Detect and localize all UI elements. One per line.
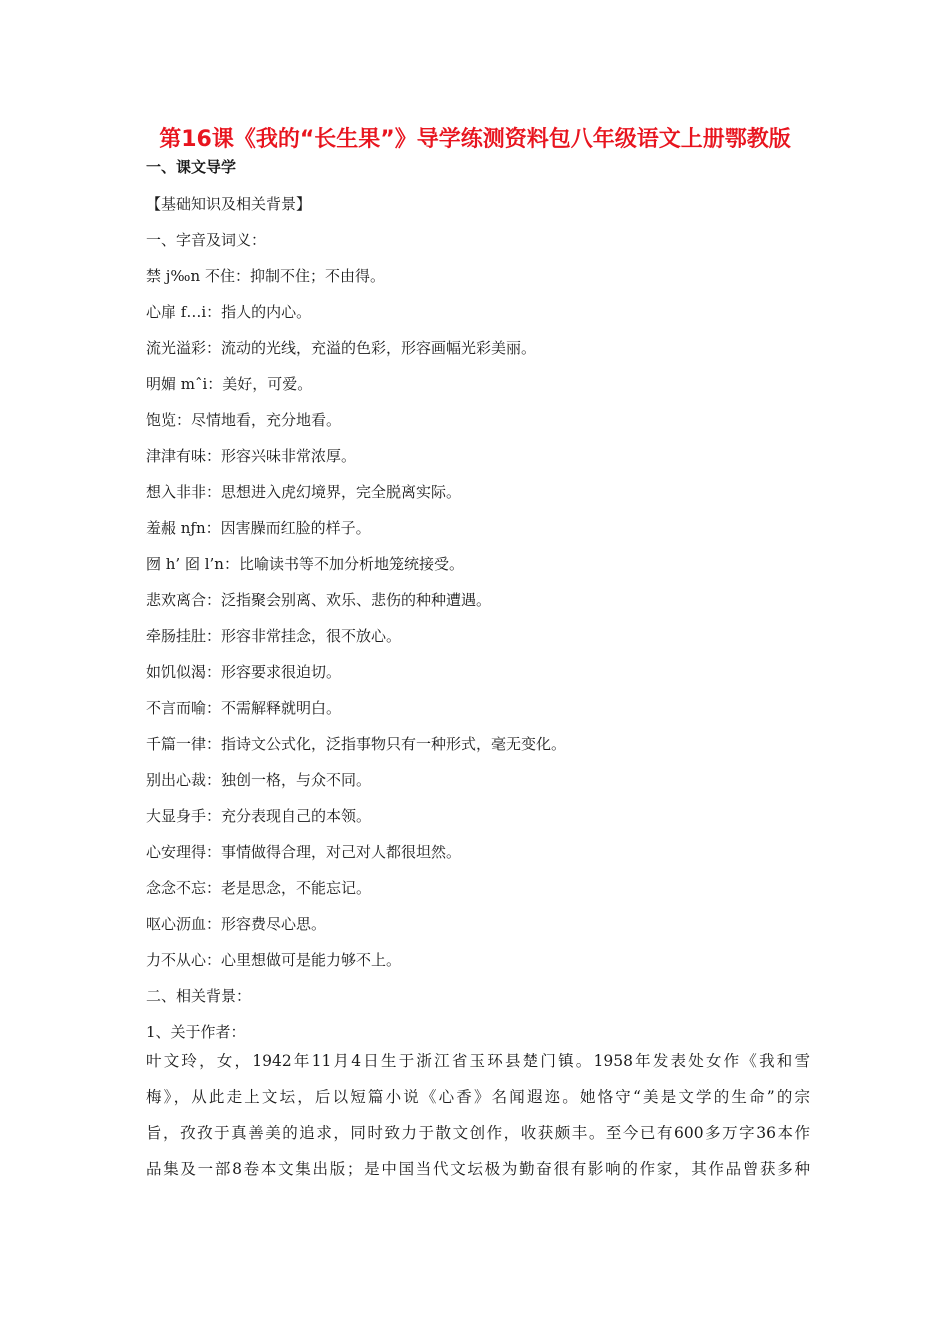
text-line: 大显身手：充分表现自己的本领。 — [146, 807, 372, 825]
text-line: 如饥似渴：形容要求很迫切。 — [146, 663, 342, 681]
text-line: 津津有味：形容兴味非常浓厚。 — [146, 447, 357, 465]
vocabulary-list — [146, 186, 810, 1050]
text-line: 牵肠挂肚：形容非常挂念，很不放心。 — [146, 627, 402, 645]
text-line: 想入非非：思想进入虎幻境界，完全脱离实际。 — [146, 483, 462, 501]
document-title: 第16课《我的“长生果”》导学练测资料包八年级语文上册鄂教版 — [159, 127, 791, 152]
text-line: 呕心沥血：形容费尽心思。 — [146, 915, 327, 933]
paragraph-line: 梅》，从此走上文坛，后以短篇小说《心香》名闻遐迩。她恪守“美是文学的生命”的宗 — [146, 1088, 810, 1106]
text-line: 心扉 f…i：指人的内心。 — [146, 303, 312, 321]
text-line: 明媚 mˆi：美好，可爱。 — [146, 375, 313, 393]
text-line: 心安理得：事情做得合理，对己对人都很坦然。 — [146, 843, 462, 861]
paragraph-line: 叶文玲，女，1942年11月4日生于浙江省玉环县楚门镇。1958年发表处女作《我和雪 — [146, 1052, 810, 1070]
text-line: 二、相关背景： — [146, 987, 252, 1005]
text-line: 一、字音及词义： — [146, 231, 267, 249]
paragraph-line: 品集及一部8卷本文集出版；是中国当代文坛极为勤奋很有影响的作家，其作品曾获多种 — [146, 1160, 810, 1178]
text-line: 千篇一律：指诗文公式化，泛指事物只有一种形式，毫无变化。 — [146, 735, 567, 753]
section-heading: 一、课文导学 — [146, 158, 237, 176]
text-line: 念念不忘：老是思念，不能忘记。 — [146, 879, 372, 897]
text-line: 流光溢彩：流动的光线，充溢的色彩，形容画幅光彩美丽。 — [146, 339, 537, 357]
text-line: 别出心裁：独创一格，与众不同。 — [146, 771, 372, 789]
text-line: 力不从心：心里想做可是能力够不上。 — [146, 951, 402, 969]
text-line: 1、关于作者： — [146, 1023, 246, 1041]
text-line: 饱览：尽情地看，充分地看。 — [146, 411, 342, 429]
text-line: 囫 h’ 囵 l’n：比喻读书等不加分析地笼统接受。 — [146, 555, 464, 573]
author-paragraph — [146, 1043, 810, 1187]
text-line: 禁 j‰n 不住：抑制不住；不由得。 — [146, 267, 385, 285]
text-line: 羞赧 nƒn：因害臊而红脸的样子。 — [146, 519, 371, 537]
text-line: 悲欢离合：泛指聚会别离、欢乐、悲伤的种种遭遇。 — [146, 591, 492, 609]
paragraph-line: 旨，孜孜于真善美的追求，同时致力于散文创作，收获颇丰。至今已有600多万字36本作 — [146, 1124, 810, 1142]
text-line: 【基础知识及相关背景】 — [146, 195, 312, 213]
text-line: 不言而喻：不需解释就明白。 — [146, 699, 342, 717]
